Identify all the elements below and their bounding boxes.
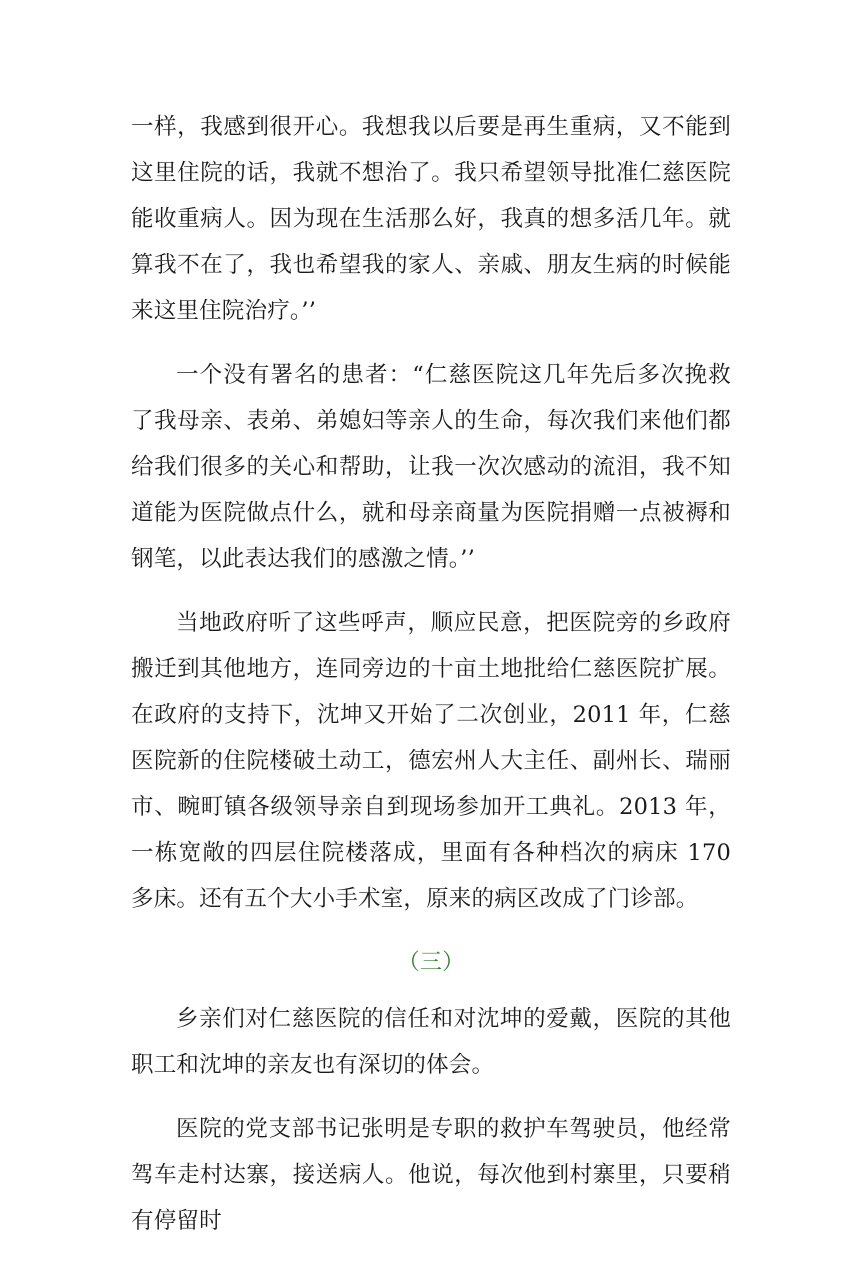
paragraph-anonymous-patient: 一个没有署名的患者：“仁慈医院这几年先后多次挽救了我母亲、表弟、弟媳妇等亲人的生命，每次我们来他们都给我们很多的关心和帮助，让我一次次感动的流泪，我不知道能为医院做点什么，就和母亲商量为医院捐赠一点被褥和钢笔，以此表达我们的感激之情。’’ bbox=[131, 362, 731, 572]
paragraph-villagers-trust: 乡亲们对仁慈医院的信任和对沈坤的爱戴，医院的其他职工和沈坤的亲友也有深切的体会。 bbox=[131, 1006, 731, 1078]
paragraph-continued: 一样，我感到很开心。我想我以后要是再生重病，又不能到这里住院的话，我就不想治了。我只希望领导批准仁慈医院能收重病人。因为现在生活那么好，我真的想多活几年。就算我不在了，我也希望我的家人、亲戚、朋友生病的时候能来这里住院治疗。’’ bbox=[131, 114, 731, 324]
section-heading: （三） bbox=[397, 950, 465, 975]
document-body bbox=[131, 104, 731, 1262]
paragraph-government-support: 当地政府听了这些呼声，顺应民意，把医院旁的乡政府搬迁到其他地方，连同旁边的十亩土地批给仁慈医院扩展。在政府的支持下，沈坤又开始了二次创业，2011 年，仁慈医院新的住院楼破土动工，德宏州人大主任、副州长、瑞丽市、畹町镇各级领导亲自到现场参加开工典礼。2013 年，一栋宽敞的四层住院楼落成，里面有各种档次的病床 170 多床。还有五个大小手术室，原来的病区改成了门诊部。 bbox=[131, 610, 731, 912]
paragraph-party-secretary: 医院的党支部书记张明是专职的救护车驾驶员，他经常驾车走村达寨，接送病人。他说，每次他到村寨里，只要稍有停留时 bbox=[131, 1116, 731, 1234]
